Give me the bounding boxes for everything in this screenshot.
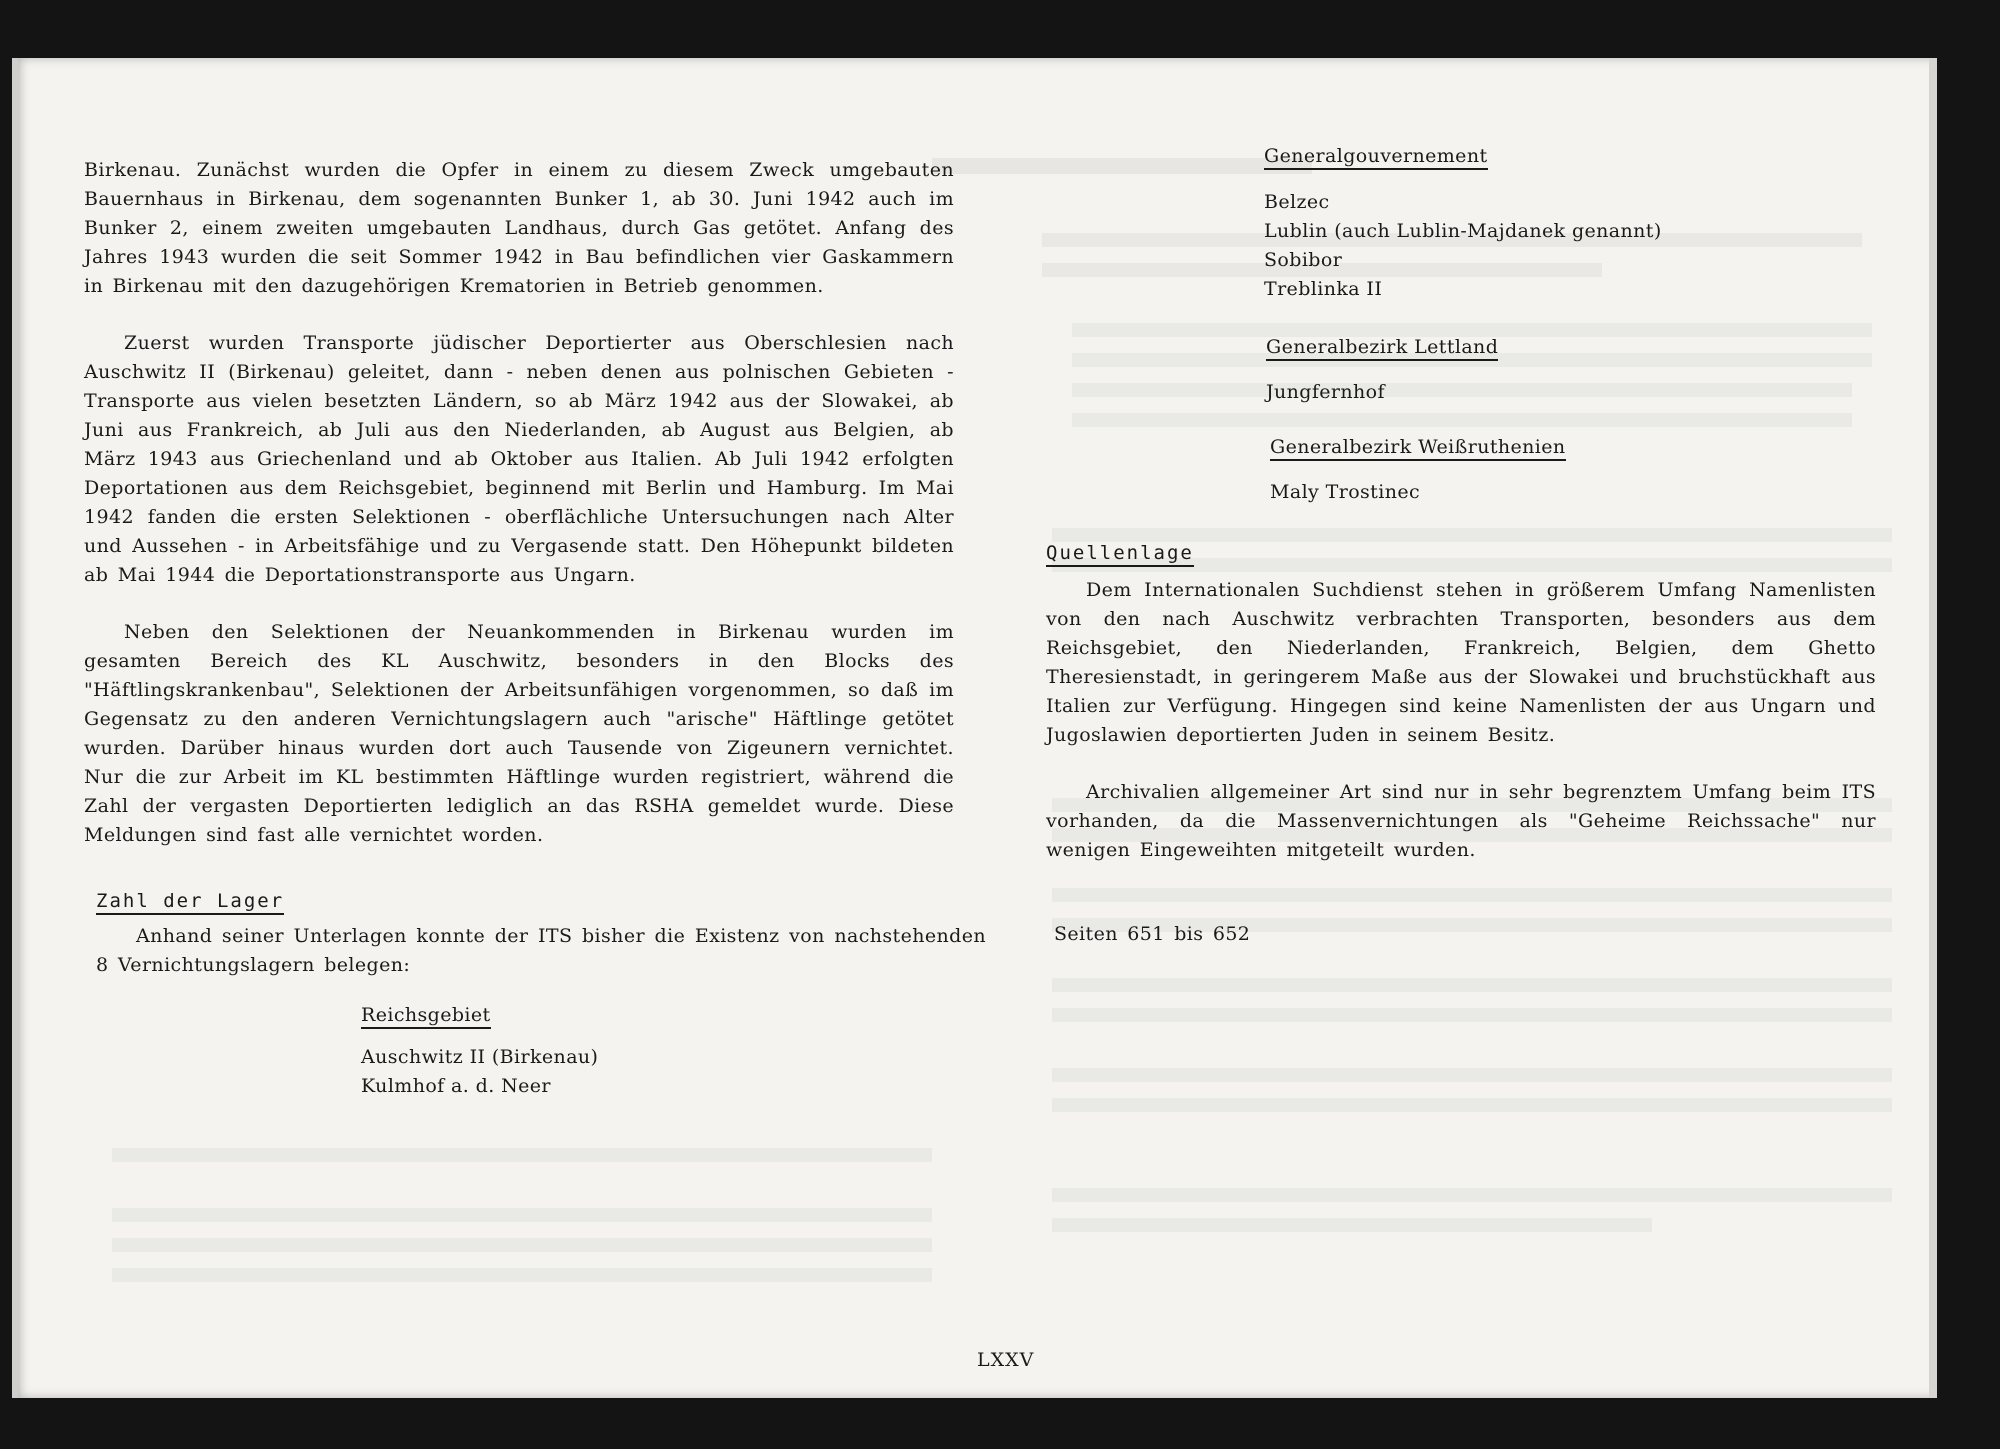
bleed-through-line [1072,413,1852,427]
camp-list-item: Treblinka II [1264,278,1383,300]
region-heading-reichsgebiet: Reichsgebiet [361,1004,491,1029]
bleed-through-line [1052,978,1892,992]
region-heading-weissruthenien: Generalbezirk Weißruthenien [1270,436,1566,461]
bleed-through-line [1072,323,1872,337]
bleed-through-line [1052,1098,1892,1112]
region-heading-lettland: Generalbezirk Lettland [1266,336,1498,361]
region-list-weissruthenien [1270,478,1420,507]
camp-list-item: Belzec [1264,191,1330,213]
right-column-section [1046,576,1876,865]
region-list-reichsgebiet [361,1043,598,1101]
camp-list-item: Auschwitz II (Birkenau) [361,1046,599,1068]
paragraph-suchdienst: Dem Internationalen Suchdienst stehen in größerem Umfang Namenlisten von den nach Auschwitz verbrachten Transporten, besonders aus dem Reichsgebiet, den Niederlanden, Frankreich, Belgien, dem Ghetto Theresienstadt, in geringerem Maße aus der Slowakei und bruchstückhaft aus Italien zur Verfügung. Hingegen sind keine Namenlisten der aus Ungarn und Jugoslawien deportierten Juden in seinem Besitz. [1046,579,1876,746]
paragraph-selektionen: Neben den Selektionen der Neuankommenden in Birkenau wurden im gesamten Bereich des KL Auschwitz, besonders in den Blocks des "Häftlingskrankenbau", Selektionen der Arbeitsunfähigen vorgenommen, so daß im Gegensatz zu den anderen Vernichtungslagern auch "arische" Häftlinge getötet wurden. Darüber hinaus wurden dort auch Tausende von Zigeunern vernichtet. Nur die zur Arbeit im KL bestimmten Häftlinge wurden registriert, während die Zahl der vergasten Deportierten lediglich an das RSHA gemeldet wurde. Diese Meldungen sind fast alle vernichtet worden. [84,621,954,846]
paragraph-archivalien: Archivalien allgemeiner Art sind nur in sehr begrenztem Umfang beim ITS vorhanden, da die Massenvernichtungen als "Geheime Reichssache" nur wenigen Eingeweihten mitgeteilt wurden. [1046,781,1876,861]
camp-list-item: Kulmhof a. d. Neer [361,1075,551,1097]
camp-list-item: Jungfernhof [1266,381,1385,403]
pages-note: Seiten 651 bis 652 [1054,923,1251,945]
left-column-intro [84,156,954,850]
page-gutter [12,58,18,1398]
camp-list-item: Lublin (auch Lublin-Majdanek genannt) [1264,220,1662,242]
region-list-lettland [1266,378,1385,407]
bleed-through-line [1052,1188,1892,1202]
bleed-through-line [1052,1008,1892,1022]
region-list-generalgouvernement [1264,188,1662,304]
paragraph-anhand: Anhand seiner Unterlagen konnte der ITS bisher die Existenz von nachstehenden 8 Vernichtungslagern belegen: [96,925,986,976]
document-page [12,58,1937,1398]
camp-list-item: Sobibor [1264,249,1343,271]
section-heading-quellenlage: Quellenlage [1046,542,1194,567]
bleed-through-line [932,158,1312,174]
paragraph-birkenau: Birkenau. Zunächst wurden die Opfer in einem zu diesem Zweck umgebauten Bauernhaus in Birkenau, dem sogenannten Bunker 1, ab 30. Juni 1942 auch im Bunker 2, einem zweiten umgebauten Landhaus, durch Gas getötet. Anfang des Jahres 1943 wurden die seit Sommer 1942 in Bau befindlichen vier Gaskammern in Birkenau mit den dazugehörigen Krematorien in Betrieb genommen. [84,159,954,297]
bleed-through-line [112,1208,932,1222]
page-edge [1929,58,1937,1398]
bleed-through-line [112,1268,932,1282]
left-column-section [96,922,986,980]
bleed-through-line [1052,888,1892,902]
paragraph-transporte: Zuerst wurden Transporte jüdischer Deportierter aus Oberschlesien nach Auschwitz II (Birkenau) geleitet, dann - neben denen aus polnischen Gebieten - Transporte aus vielen besetzten Ländern, so ab März 1942 aus der Slowakei, ab Juni aus Frankreich, ab Juli aus den Niederlanden, ab August aus Belgien, ab März 1943 aus Griechenland und ab Oktober aus Italien. Ab Juli 1942 erfolgten Deportationen aus dem Reichsgebiet, beginnend mit Berlin und Hamburg. Im Mai 1942 fanden die ersten Selektionen - oberflächliche Untersuchungen nach Alter und Aussehen - in Arbeitsfähige und zu Vergasende statt. Den Höhepunkt bildeten ab Mai 1944 die Deportationstransporte aus Ungarn. [84,332,954,586]
region-heading-generalgouvernement: Generalgouvernement [1264,145,1488,170]
bleed-through-line [1052,1218,1652,1232]
section-heading-zahl-der-lager: Zahl der Lager [96,890,284,915]
bleed-through-line [1052,1068,1892,1082]
bleed-through-line [1072,383,1852,397]
camp-list-item: Maly Trostinec [1270,481,1421,503]
bleed-through-line [1052,528,1892,542]
page-number: LXXV [977,1349,1035,1371]
bleed-through-line [112,1148,932,1162]
bleed-through-line [112,1238,932,1252]
